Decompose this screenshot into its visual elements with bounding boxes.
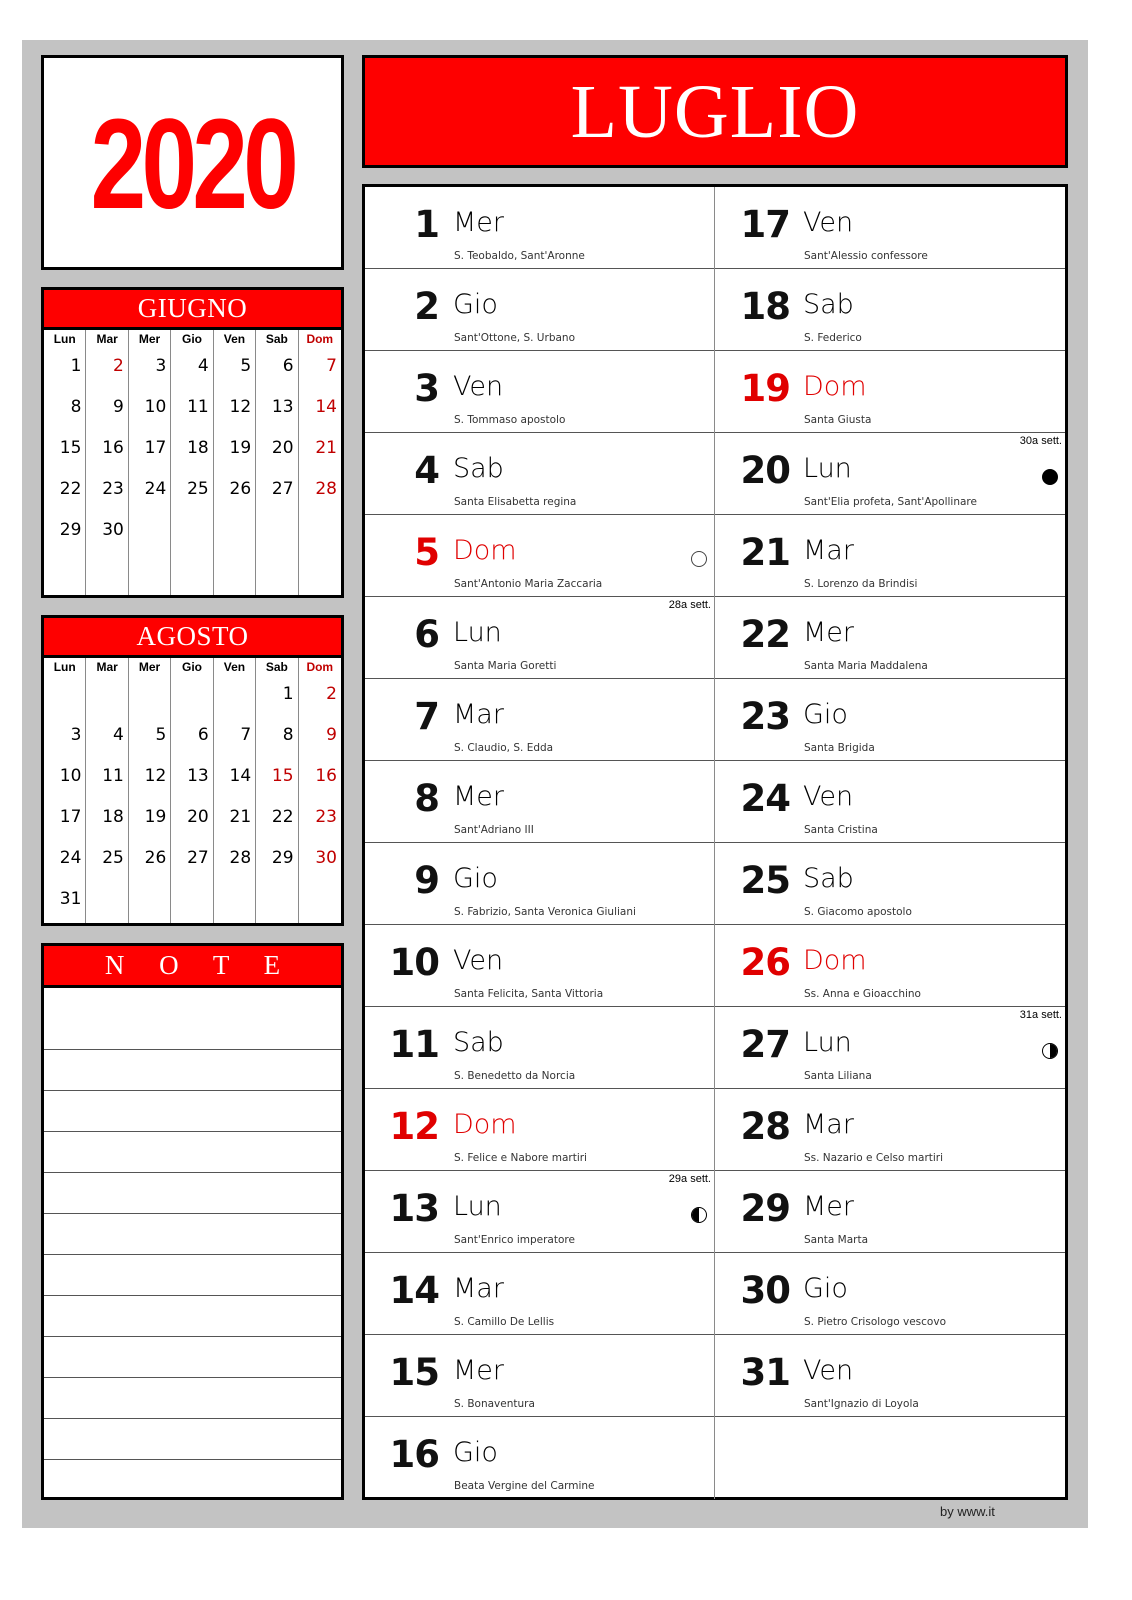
- day-number: 6: [414, 613, 439, 656]
- mini-calendar-day: 28: [229, 848, 252, 868]
- day-row: [715, 1007, 1065, 1089]
- mini-calendar-day: [129, 677, 170, 718]
- mini-calendar-day: 20: [271, 438, 294, 458]
- day-weekday: Sab: [453, 1027, 504, 1058]
- day-saint: S. Felice e Nabore martiri: [454, 1152, 587, 1164]
- day-weekday: Dom: [453, 535, 517, 566]
- mini-calendar-day: 31: [59, 889, 82, 909]
- year-box: [41, 55, 344, 270]
- note-line[interactable]: [44, 1296, 341, 1337]
- mini-calendar-day: 2: [326, 684, 337, 704]
- weekday-header: Mer: [138, 332, 161, 346]
- day-saint: S. Giacomo apostolo: [804, 906, 912, 918]
- day-weekday: Lun: [803, 1027, 852, 1058]
- mini-calendar-day: 17: [59, 807, 82, 827]
- mini-calendar-day: 3: [155, 356, 167, 376]
- mini-calendar-day: 20: [187, 807, 209, 827]
- weekday-header: Sab: [265, 332, 288, 346]
- day-saint: Santa Marta: [804, 1234, 869, 1246]
- mini-calendar-day: 19: [144, 807, 167, 827]
- mini-calendar-day: 9: [326, 725, 337, 745]
- mini-calendar-day: 1: [282, 684, 294, 704]
- moon-phase-last-q-icon: [691, 1207, 707, 1223]
- mini-calendar-day: 16: [102, 438, 124, 458]
- week-number: 28a sett.: [668, 599, 711, 611]
- mini-calendar-column: [86, 658, 128, 923]
- weekday-header: Gio: [181, 660, 202, 674]
- mini-calendar-day: [299, 882, 341, 923]
- mini-calendar-day: [214, 554, 255, 595]
- mini-calendar-day: 21: [229, 807, 252, 827]
- day-saint: S. Pietro Crisologo vescovo: [804, 1316, 946, 1328]
- mini-calendar-day: 5: [155, 725, 167, 745]
- mini-calendar-day: 27: [271, 479, 294, 499]
- day-weekday: Ven: [803, 781, 854, 812]
- moon-phase-full-new-icon: [691, 551, 707, 567]
- day-weekday: Gio: [803, 1273, 848, 1304]
- mini-calendar-august: [41, 615, 344, 926]
- weekday-header: Ven: [223, 660, 246, 674]
- day-row: [715, 597, 1065, 679]
- mini-calendar-day: [214, 677, 255, 718]
- weekday-header: Gio: [181, 332, 202, 346]
- day-saint: Sant'Elia profeta, Sant'Apollinare: [804, 496, 977, 508]
- day-weekday: Ven: [803, 207, 854, 238]
- day-number: 23: [740, 695, 790, 738]
- mini-calendar-day: 24: [144, 479, 167, 499]
- day-weekday: Sab: [453, 453, 504, 484]
- day-number: 8: [414, 777, 439, 820]
- day-weekday: Lun: [453, 1191, 502, 1222]
- day-number: 20: [740, 449, 790, 492]
- days-grid: [362, 184, 1068, 1500]
- mini-calendar-day: 25: [187, 479, 209, 499]
- day-saint: Beata Vergine del Carmine: [454, 1480, 595, 1492]
- mini-calendar-day: 21: [315, 438, 337, 458]
- mini-calendar-day: 18: [102, 807, 124, 827]
- day-row: [365, 679, 714, 761]
- mini-calendar-day: [129, 882, 170, 923]
- year-title: 2020: [90, 92, 295, 236]
- day-row: [715, 433, 1065, 515]
- day-weekday: Mer: [453, 1355, 505, 1386]
- mini-calendar-day: [214, 882, 255, 923]
- day-number: 18: [740, 285, 790, 328]
- day-weekday: Mer: [453, 781, 505, 812]
- note-line[interactable]: [44, 1460, 341, 1501]
- day-weekday: Mer: [803, 617, 855, 648]
- mini-calendar-day: [256, 554, 297, 595]
- note-line[interactable]: [44, 1378, 341, 1419]
- mini-calendar-day: 6: [197, 725, 209, 745]
- weekday-header: Lun: [53, 332, 76, 346]
- day-saint: Santa Giusta: [804, 414, 872, 426]
- mini-calendar-day: [214, 513, 255, 554]
- day-row: [365, 761, 714, 843]
- day-number: 4: [414, 449, 439, 492]
- mini-calendar-day: 12: [229, 397, 252, 417]
- footer-credit: by www.it: [940, 1504, 995, 1519]
- day-saint: S. Fabrizio, Santa Veronica Giuliani: [454, 906, 636, 918]
- day-saint: Sant'Enrico imperatore: [454, 1234, 575, 1246]
- day-row: [365, 515, 714, 597]
- day-saint: Sant'Adriano III: [454, 824, 534, 836]
- day-number: 5: [414, 531, 439, 574]
- weekday-header: Dom: [306, 332, 334, 346]
- mini-calendar-day: 5: [240, 356, 252, 376]
- day-row: [715, 515, 1065, 597]
- week-number: 31a sett.: [1019, 1009, 1062, 1021]
- mini-calendar-day: [299, 513, 341, 554]
- mini-calendar-day: 10: [144, 397, 167, 417]
- mini-calendar-day: 26: [144, 848, 167, 868]
- day-number: 15: [389, 1351, 439, 1394]
- day-number: 21: [740, 531, 790, 574]
- mini-calendar-day: 16: [315, 766, 337, 786]
- day-saint: Sant'Ottone, S. Urbano: [454, 332, 575, 344]
- note-line[interactable]: [44, 988, 341, 1050]
- mini-calendar-day: 27: [187, 848, 209, 868]
- note-line[interactable]: [44, 1255, 341, 1296]
- mini-calendar-day: 6: [282, 356, 294, 376]
- day-row: [365, 1089, 714, 1171]
- mini-calendar-day: 30: [102, 520, 124, 540]
- mini-calendar-day: 29: [271, 848, 294, 868]
- day-number: 30: [740, 1269, 790, 1312]
- day-saint: Ss. Anna e Gioacchino: [804, 988, 921, 1000]
- mini-calendar-day: 18: [187, 438, 209, 458]
- day-saint: S. Tommaso apostolo: [454, 414, 566, 426]
- day-weekday: Ven: [803, 1355, 854, 1386]
- day-weekday: Lun: [453, 617, 502, 648]
- day-weekday: Mar: [803, 1109, 854, 1140]
- mini-calendar-day: 22: [59, 479, 82, 499]
- mini-calendar-day: 17: [144, 438, 167, 458]
- day-weekday: Mar: [803, 535, 854, 566]
- mini-calendar-day: 8: [282, 725, 294, 745]
- day-row: [365, 1171, 714, 1253]
- mini-calendar-day: 13: [271, 397, 294, 417]
- day-number: 31: [740, 1351, 790, 1394]
- day-number: 14: [389, 1269, 439, 1312]
- mini-calendar-day: 22: [271, 807, 294, 827]
- mini-calendar-day: 10: [59, 766, 82, 786]
- day-weekday: Gio: [453, 289, 498, 320]
- mini-calendar-day: [44, 677, 85, 718]
- day-weekday: Gio: [803, 699, 848, 730]
- mini-calendar-day: 12: [144, 766, 167, 786]
- mini-calendar-column: [214, 330, 256, 595]
- month-header: [362, 55, 1068, 168]
- mini-calendar-day: [256, 882, 297, 923]
- day-saint: Santa Maria Goretti: [454, 660, 557, 672]
- day-number: 10: [389, 941, 439, 984]
- mini-calendar-grid: [44, 330, 341, 595]
- day-row: [365, 597, 714, 679]
- day-saint: S. Bonaventura: [454, 1398, 535, 1410]
- day-number: 7: [414, 695, 439, 738]
- mini-calendar-day: 4: [197, 356, 209, 376]
- day-number: 19: [740, 367, 790, 410]
- day-saint: S. Teobaldo, Sant'Aronne: [454, 250, 585, 262]
- day-row: [365, 1007, 714, 1089]
- mini-calendar-day: [299, 554, 341, 595]
- weekday-header: Sab: [265, 660, 288, 674]
- mini-calendar-column: [44, 658, 86, 923]
- day-weekday: Sab: [803, 289, 854, 320]
- day-saint: S. Benedetto da Norcia: [454, 1070, 576, 1082]
- note-line[interactable]: [44, 1132, 341, 1173]
- notes-title: N O T E: [44, 946, 341, 988]
- mini-calendar-june: [41, 287, 344, 598]
- day-saint: S. Claudio, S. Edda: [454, 742, 554, 754]
- day-row: [715, 187, 1065, 269]
- day-row: [715, 761, 1065, 843]
- mini-calendar-day: 14: [315, 397, 337, 417]
- note-line[interactable]: [44, 1050, 341, 1091]
- mini-calendar-day: 15: [271, 766, 294, 786]
- note-line[interactable]: [44, 1091, 341, 1132]
- day-row: [365, 351, 714, 433]
- day-number: 13: [389, 1187, 439, 1230]
- day-number: 3: [414, 367, 439, 410]
- day-saint: S. Federico: [804, 332, 862, 344]
- day-number: 28: [740, 1105, 790, 1148]
- day-number: 26: [740, 941, 790, 984]
- day-row: [715, 351, 1065, 433]
- day-weekday: Gio: [453, 1437, 498, 1468]
- day-number: 22: [740, 613, 790, 656]
- mini-calendar-day: 13: [187, 766, 209, 786]
- day-saint: Santa Felicita, Santa Vittoria: [454, 988, 604, 1000]
- mini-calendar-day: 28: [315, 479, 337, 499]
- mini-calendar-day: 4: [113, 725, 124, 745]
- mini-calendar-day: 24: [59, 848, 82, 868]
- mini-calendar-day: 7: [240, 725, 252, 745]
- day-row: [715, 925, 1065, 1007]
- day-saint: Santa Liliana: [804, 1070, 872, 1082]
- mini-calendar-day: 11: [102, 766, 124, 786]
- day-saint: Santa Elisabetta regina: [454, 496, 577, 508]
- weekday-header: Mar: [96, 660, 118, 674]
- day-number: 1: [414, 203, 439, 246]
- mini-calendar-day: 9: [113, 397, 124, 417]
- mini-calendar-column: [171, 330, 213, 595]
- day-row: [365, 843, 714, 925]
- day-number: 2: [414, 285, 439, 328]
- mini-calendar-day: [171, 513, 212, 554]
- day-saint: S. Camillo De Lellis: [454, 1316, 555, 1328]
- mini-calendar-column: [256, 330, 298, 595]
- mini-calendar-day: [86, 554, 127, 595]
- mini-calendar-day: [129, 554, 170, 595]
- days-column-left: [365, 187, 715, 1499]
- mini-calendar-column: [299, 330, 341, 595]
- mini-calendar-column: [256, 658, 298, 923]
- mini-calendar-grid: [44, 658, 341, 923]
- week-number: 30a sett.: [1019, 435, 1062, 447]
- day-weekday: Gio: [453, 863, 498, 894]
- day-row: [365, 269, 714, 351]
- day-row: [715, 1089, 1065, 1171]
- mini-calendar-day: [86, 677, 127, 718]
- day-saint: Sant'Antonio Maria Zaccaria: [454, 578, 603, 590]
- day-row: [365, 433, 714, 515]
- mini-calendar-column: [299, 658, 341, 923]
- weekday-header: Lun: [53, 660, 76, 674]
- day-weekday: Ven: [453, 945, 504, 976]
- weekday-header: Ven: [223, 332, 246, 346]
- weekday-header: Mar: [96, 332, 118, 346]
- day-weekday: Sab: [803, 863, 854, 894]
- notes-lines: [44, 988, 341, 1501]
- day-saint: Sant'Ignazio di Loyola: [804, 1398, 919, 1410]
- mini-calendar-day: 2: [113, 356, 124, 376]
- mini-calendar-column: [214, 658, 256, 923]
- day-row: [715, 1253, 1065, 1335]
- day-row: [715, 1335, 1065, 1417]
- day-row-empty: [715, 1417, 1065, 1499]
- mini-calendar-day: 30: [315, 848, 337, 868]
- moon-phase-first-q-icon: [1042, 1043, 1058, 1059]
- day-saint: Ss. Nazario e Celso martiri: [804, 1152, 944, 1164]
- day-saint: Sant'Alessio confessore: [804, 250, 928, 262]
- mini-calendar-title: AGOSTO: [44, 618, 341, 658]
- mini-calendar-day: 25: [102, 848, 124, 868]
- day-number: 16: [389, 1433, 439, 1476]
- day-weekday: Ven: [453, 371, 504, 402]
- mini-calendar-day: [129, 513, 170, 554]
- mini-calendar-day: 23: [102, 479, 124, 499]
- month-title: LUGLIO: [570, 69, 860, 154]
- notes-box: [41, 943, 344, 1500]
- moon-phase-new-icon: [1042, 469, 1058, 485]
- mini-calendar-day: [171, 882, 212, 923]
- day-weekday: Lun: [803, 453, 852, 484]
- day-saint: S. Lorenzo da Brindisi: [804, 578, 918, 590]
- mini-calendar-day: 3: [70, 725, 82, 745]
- day-saint: Santa Cristina: [804, 824, 878, 836]
- week-number: 29a sett.: [668, 1173, 711, 1185]
- day-weekday: Dom: [453, 1109, 517, 1140]
- mini-calendar-day: 14: [229, 766, 252, 786]
- day-weekday: Mer: [453, 207, 505, 238]
- mini-calendar-day: 8: [70, 397, 82, 417]
- day-weekday: Dom: [803, 945, 867, 976]
- day-row: [365, 1335, 714, 1417]
- mini-calendar-column: [129, 658, 171, 923]
- day-row: [715, 1171, 1065, 1253]
- day-number: 24: [740, 777, 790, 820]
- day-number: 17: [740, 203, 790, 246]
- day-weekday: Mar: [453, 1273, 504, 1304]
- day-row: [715, 679, 1065, 761]
- mini-calendar-day: 1: [70, 356, 82, 376]
- mini-calendar-day: 19: [229, 438, 252, 458]
- day-number: 25: [740, 859, 790, 902]
- mini-calendar-day: [86, 882, 127, 923]
- day-row: [365, 925, 714, 1007]
- day-row: [365, 1253, 714, 1335]
- mini-calendar-column: [171, 658, 213, 923]
- note-line[interactable]: [44, 1337, 341, 1378]
- mini-calendar-column: [129, 330, 171, 595]
- day-saint: Santa Maria Maddalena: [804, 660, 928, 672]
- days-column-right: [715, 187, 1065, 1499]
- mini-calendar-day: 26: [229, 479, 252, 499]
- day-number: 29: [740, 1187, 790, 1230]
- mini-calendar-column: [86, 330, 128, 595]
- day-saint: Santa Brigida: [804, 742, 875, 754]
- note-line[interactable]: [44, 1419, 341, 1460]
- weekday-header: Mer: [138, 660, 161, 674]
- mini-calendar-day: [171, 677, 212, 718]
- mini-calendar-day: [256, 513, 297, 554]
- day-number: 11: [389, 1023, 439, 1066]
- day-row: [715, 843, 1065, 925]
- mini-calendar-day: 23: [315, 807, 337, 827]
- day-number: 12: [389, 1105, 439, 1148]
- mini-calendar-day: [171, 554, 212, 595]
- day-row: [365, 187, 714, 269]
- weekday-header: Dom: [306, 660, 334, 674]
- day-weekday: Mar: [453, 699, 504, 730]
- mini-calendar-day: 11: [187, 397, 209, 417]
- mini-calendar-day: [44, 554, 85, 595]
- mini-calendar-day: 29: [59, 520, 82, 540]
- mini-calendar-day: 15: [59, 438, 82, 458]
- day-weekday: Mer: [803, 1191, 855, 1222]
- mini-calendar-column: [44, 330, 86, 595]
- day-number: 9: [414, 859, 439, 902]
- day-weekday: Dom: [803, 371, 867, 402]
- mini-calendar-title: GIUGNO: [44, 290, 341, 330]
- day-row: [715, 269, 1065, 351]
- mini-calendar-day: 7: [326, 356, 337, 376]
- note-line[interactable]: [44, 1173, 341, 1214]
- day-number: 27: [740, 1023, 790, 1066]
- day-row: [365, 1417, 714, 1499]
- note-line[interactable]: [44, 1214, 341, 1255]
